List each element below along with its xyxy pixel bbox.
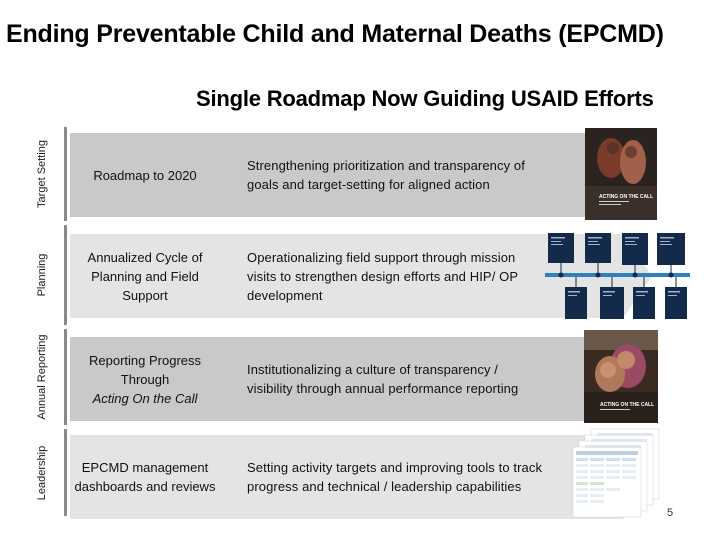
dashboard-stack-thumbnail — [567, 427, 665, 523]
row-label-annual-reporting — [19, 329, 67, 425]
row-label-text: Planning — [35, 253, 48, 297]
row-description-annualized-cycle: Operationalizing field support through mission visits to strengthen design efforts and HIP/ OP development — [247, 249, 518, 303]
cover-title-text: ACTING ON THE CALL — [600, 402, 655, 408]
row-name-annualized-cycle: Annualized Cycle of Planning and Field Support — [87, 249, 203, 303]
row-name-roadmap: Roadmap to 2020 — [93, 167, 197, 183]
planning-timeline-thumbnail — [545, 229, 690, 321]
row-description-reporting-progress: Institutionalizing a culture of transparency / visibility through annual performance reporting — [247, 362, 519, 396]
row-name-dashboards: EPCMD management dashboards and reviews — [74, 460, 216, 494]
row-name-italic: Acting On the Call — [92, 390, 198, 406]
row-label-text: Leadership — [35, 445, 48, 500]
report-cover-thumbnail — [585, 128, 657, 220]
page-subtitle: Single Roadmap Now Guiding USAID Efforts — [196, 86, 654, 111]
row-name-prefix: Reporting Progress Through — [89, 352, 201, 387]
cover-title-text: ACTING ON THE CALL — [599, 194, 654, 200]
row-description-dashboards: Setting activity targets and improving tools to track progress and technical / leadership capabilities — [247, 460, 543, 494]
row-label-text: Annual Reporting — [35, 334, 48, 420]
row-name-reporting-progress — [72, 337, 218, 421]
row-label-planning — [19, 225, 67, 325]
page-number: 5 — [667, 507, 674, 519]
row-description-roadmap: Strengthening prioritization and transparency of goals and target-setting for aligned action — [247, 158, 525, 192]
acting-on-the-call-cover-thumbnail — [584, 330, 658, 423]
row-label-text: Target Setting — [35, 140, 48, 208]
row-label-leadership — [19, 429, 67, 516]
page-title: Ending Preventable Child and Maternal Deaths (EPCMD) — [6, 20, 664, 48]
row-label-target-setting — [19, 127, 67, 221]
